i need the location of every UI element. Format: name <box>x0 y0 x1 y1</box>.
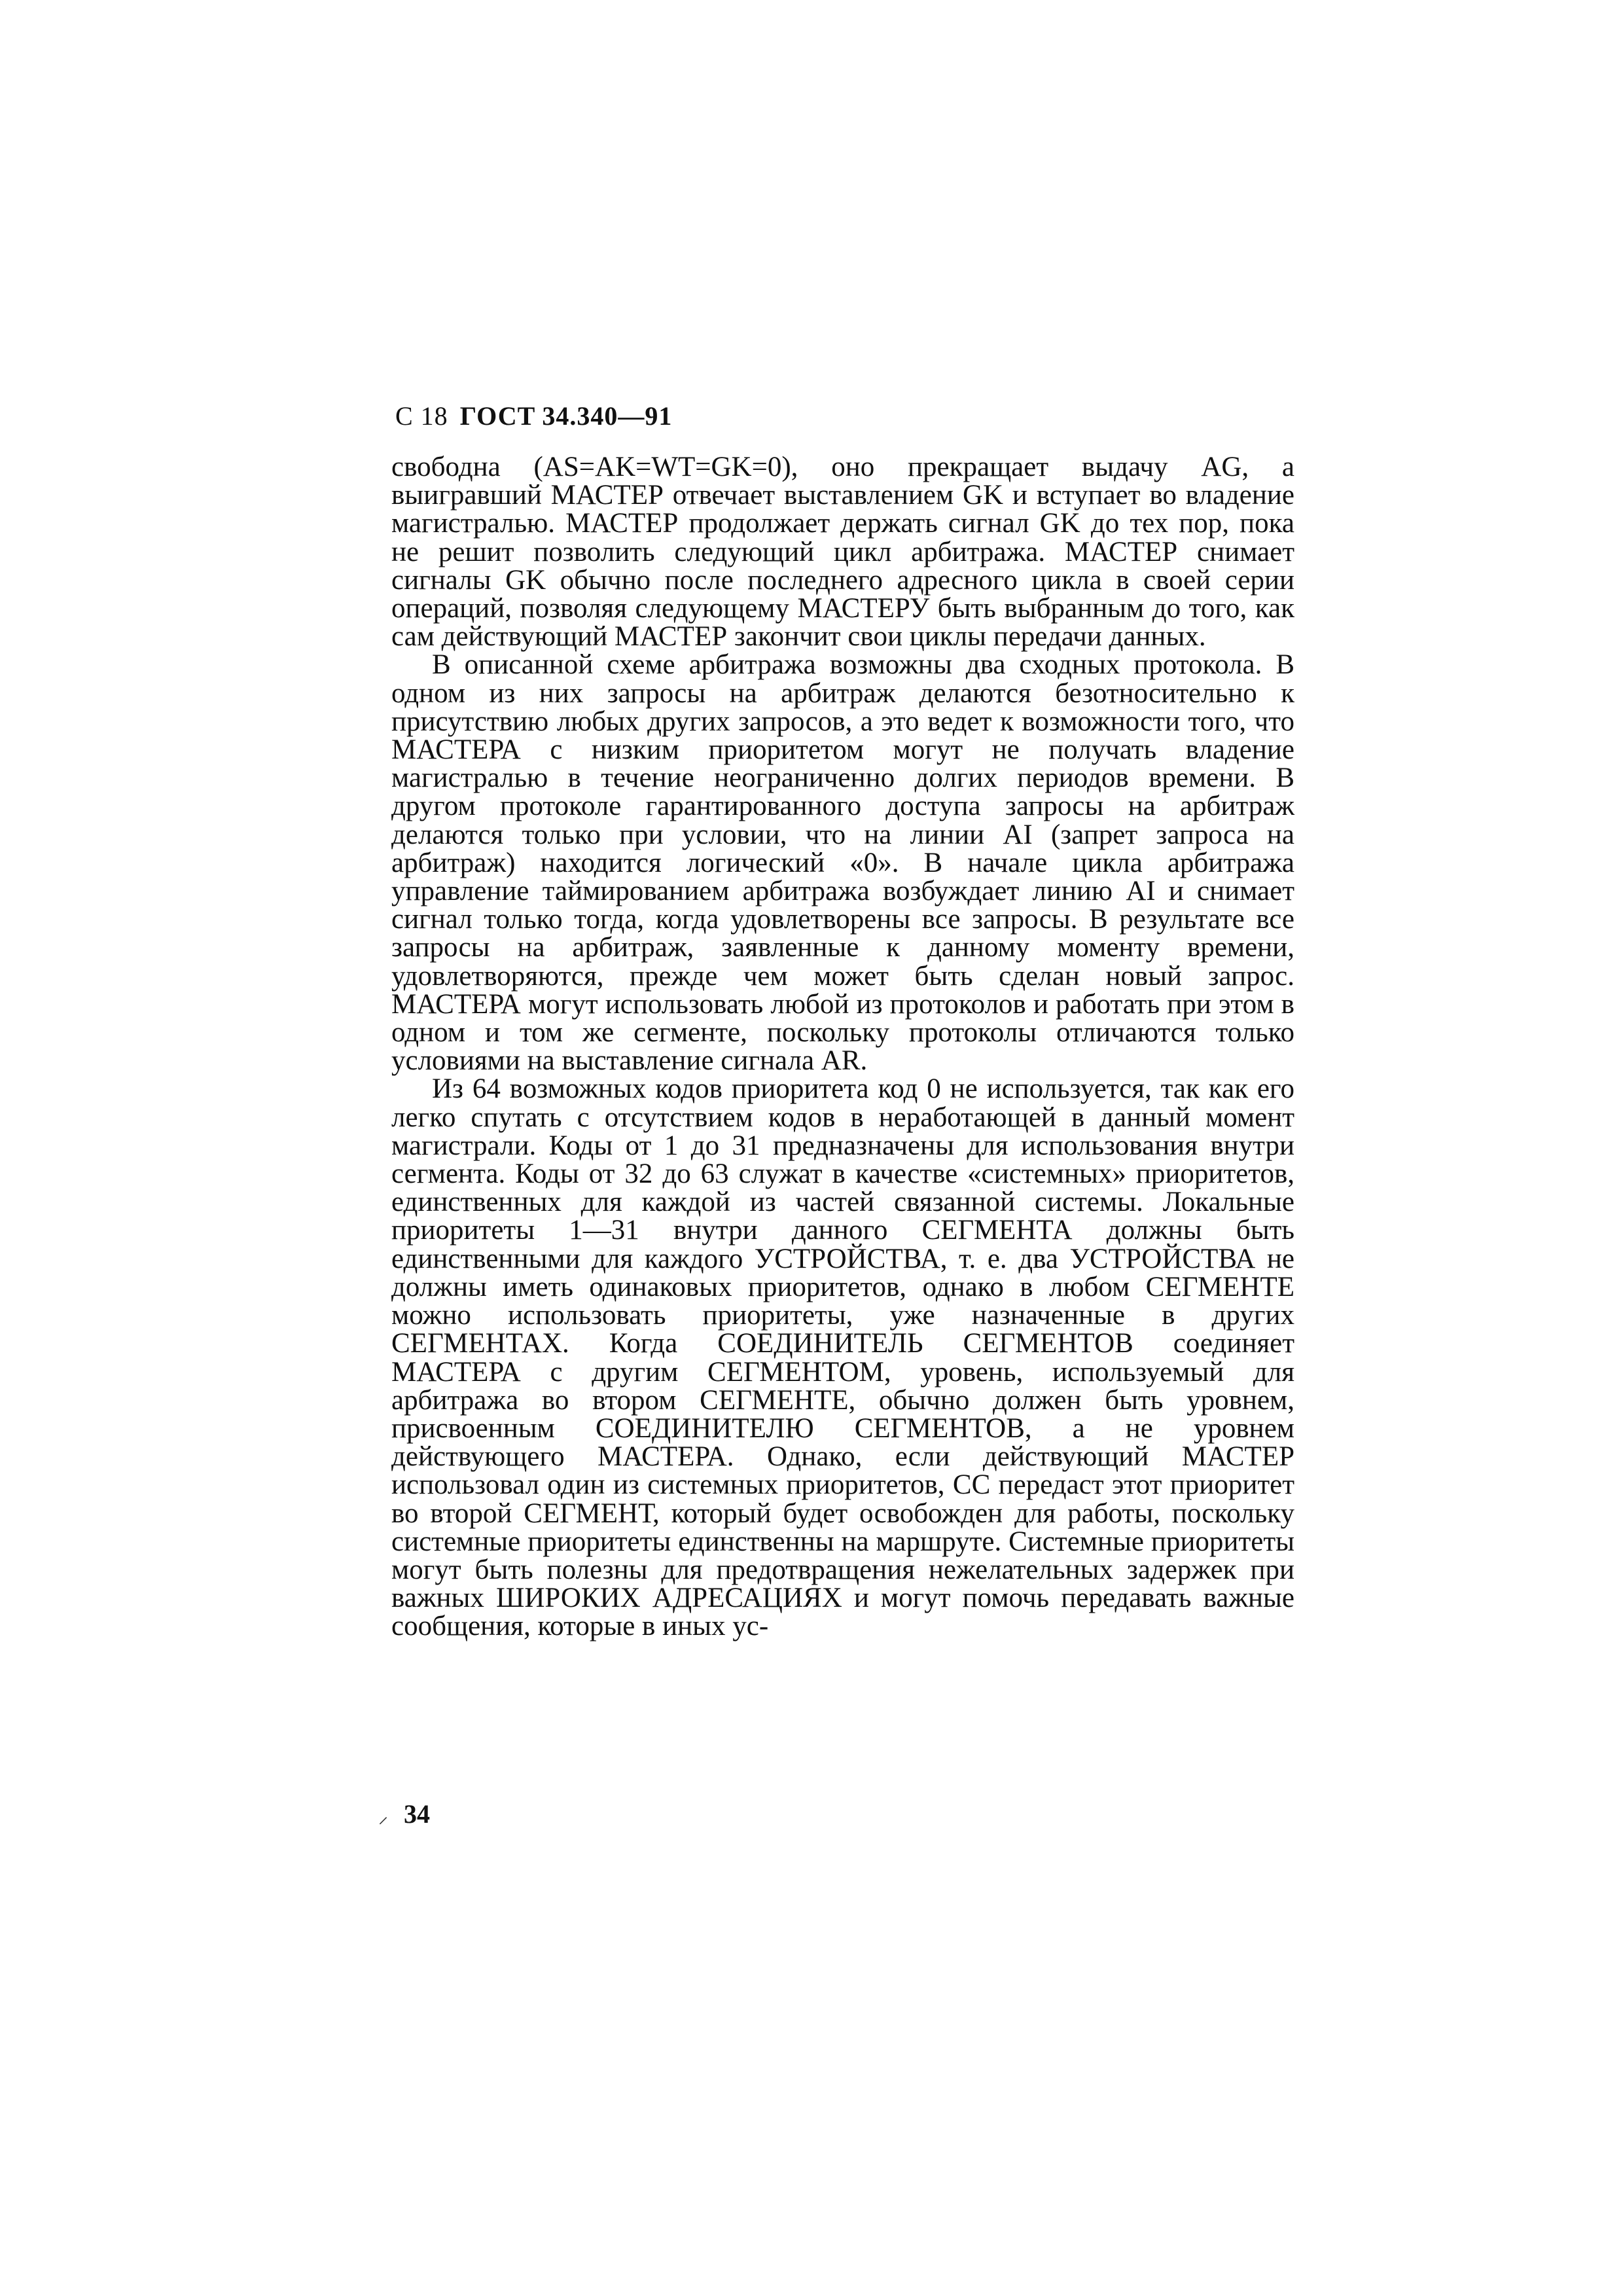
header-standard-number: 34.340—91 <box>542 401 673 431</box>
page-number: 34 <box>404 1799 430 1829</box>
paragraph-priority-codes: Из 64 возможных кодов приоритета код 0 не используется, так как его легко спутать с отсутствием кодов в неработающей в данный момент магистрали. Коды от 1 до 31 предназначены для использования внутри сегмента. Коды от 32 до 63 служат в качестве «системных» приоритетов, единственных для каждой из частей связанной системы. Локальные приоритеты 1—31 внутри данного СЕГМЕНТА должны быть единственными для каждого УСТРОЙСТВА, т. е. два УСТРОЙСТВА не должны иметь одинаковых приоритетов, однако в любом СЕГМЕНТЕ можно использовать приоритеты, уже назначенные в других СЕГМЕНТАХ. Когда СОЕДИНИТЕЛЬ СЕГМЕНТОВ соединяет МАСТЕРА с другим СЕГМЕНТОМ, уровень, используемый для арбитража во втором СЕГМЕНТЕ, обычно должен быть уровнем, присвоенным СОЕДИНИТЕЛЮ СЕГМЕНТОВ, а не уровнем действующего МАСТЕРА. Однако, если действующий МАСТЕР использовал один из системных приоритетов, СС передаст этот приоритет во второй СЕГМЕНТ, который будет освобожден для работы, поскольку системные приоритеты единственны на маршруте. Системные приоритеты могут быть полезны для предотвращения нежелательных задержек при важных ШИРОКИХ АДРЕСАЦИЯХ и могут помочь передавать важные сообщения, которые в иных ус- <box>391 1073 1294 1642</box>
header-standard: ГОСТ <box>459 401 536 431</box>
paragraph-continuation: свободна (AS=AK=WT=GK=0), оно прекращает выдачу AG, а выигравший МАСТЕР отвечает выставлением GK и вступает во владение магистралью. МАСТЕР продолжает держать сигнал GK до тех пор, пока не решит позволить следующий цикл арбитража. МАСТЕР снимает сигналы GK обычно после последнего адресного цикла в своей серии операций, позволяя следующему МАСТЕРУ быть выбранным до того, как сам действующий МАСТЕР закончит свои циклы передачи данных. <box>391 452 1294 653</box>
stray-mark: ⸝ <box>378 1806 388 1827</box>
body-text <box>391 453 1294 1641</box>
page-footer <box>378 1799 430 1829</box>
header-page-ref: С 18 <box>395 401 448 431</box>
paragraph-arbitration-protocols: В описанной схеме арбитража возможны два сходных протокола. В одном из них запросы на арбитраж делаются безотносительно к присутствию любых других запросов, а это ведет к возможности того, что МАСТЕРА с низким приоритетом могут не получать владение магистралью в течение неограниченно долгих периодов времени. В другом протоколе гарантированного доступа запросы на арбитраж делаются только при условии, что на линии AI (запрет запроса на арбитраж) находится логический «0». В начале цикла арбитража управление таймированием арбитража возбуждает линию AI и снимает сигнал только тогда, когда удовлетворены все запросы. В результате все запросы на арбитраж, заявленные к данному моменту времени, удовлетворяются, прежде чем может быть сделан новый запрос. МАСТЕРА могут использовать любой из протоколов и работать при этом в одном и том же сегменте, поскольку протоколы отличаются только условиями на выставление сигнала AR. <box>391 649 1294 1077</box>
running-header <box>395 401 672 431</box>
